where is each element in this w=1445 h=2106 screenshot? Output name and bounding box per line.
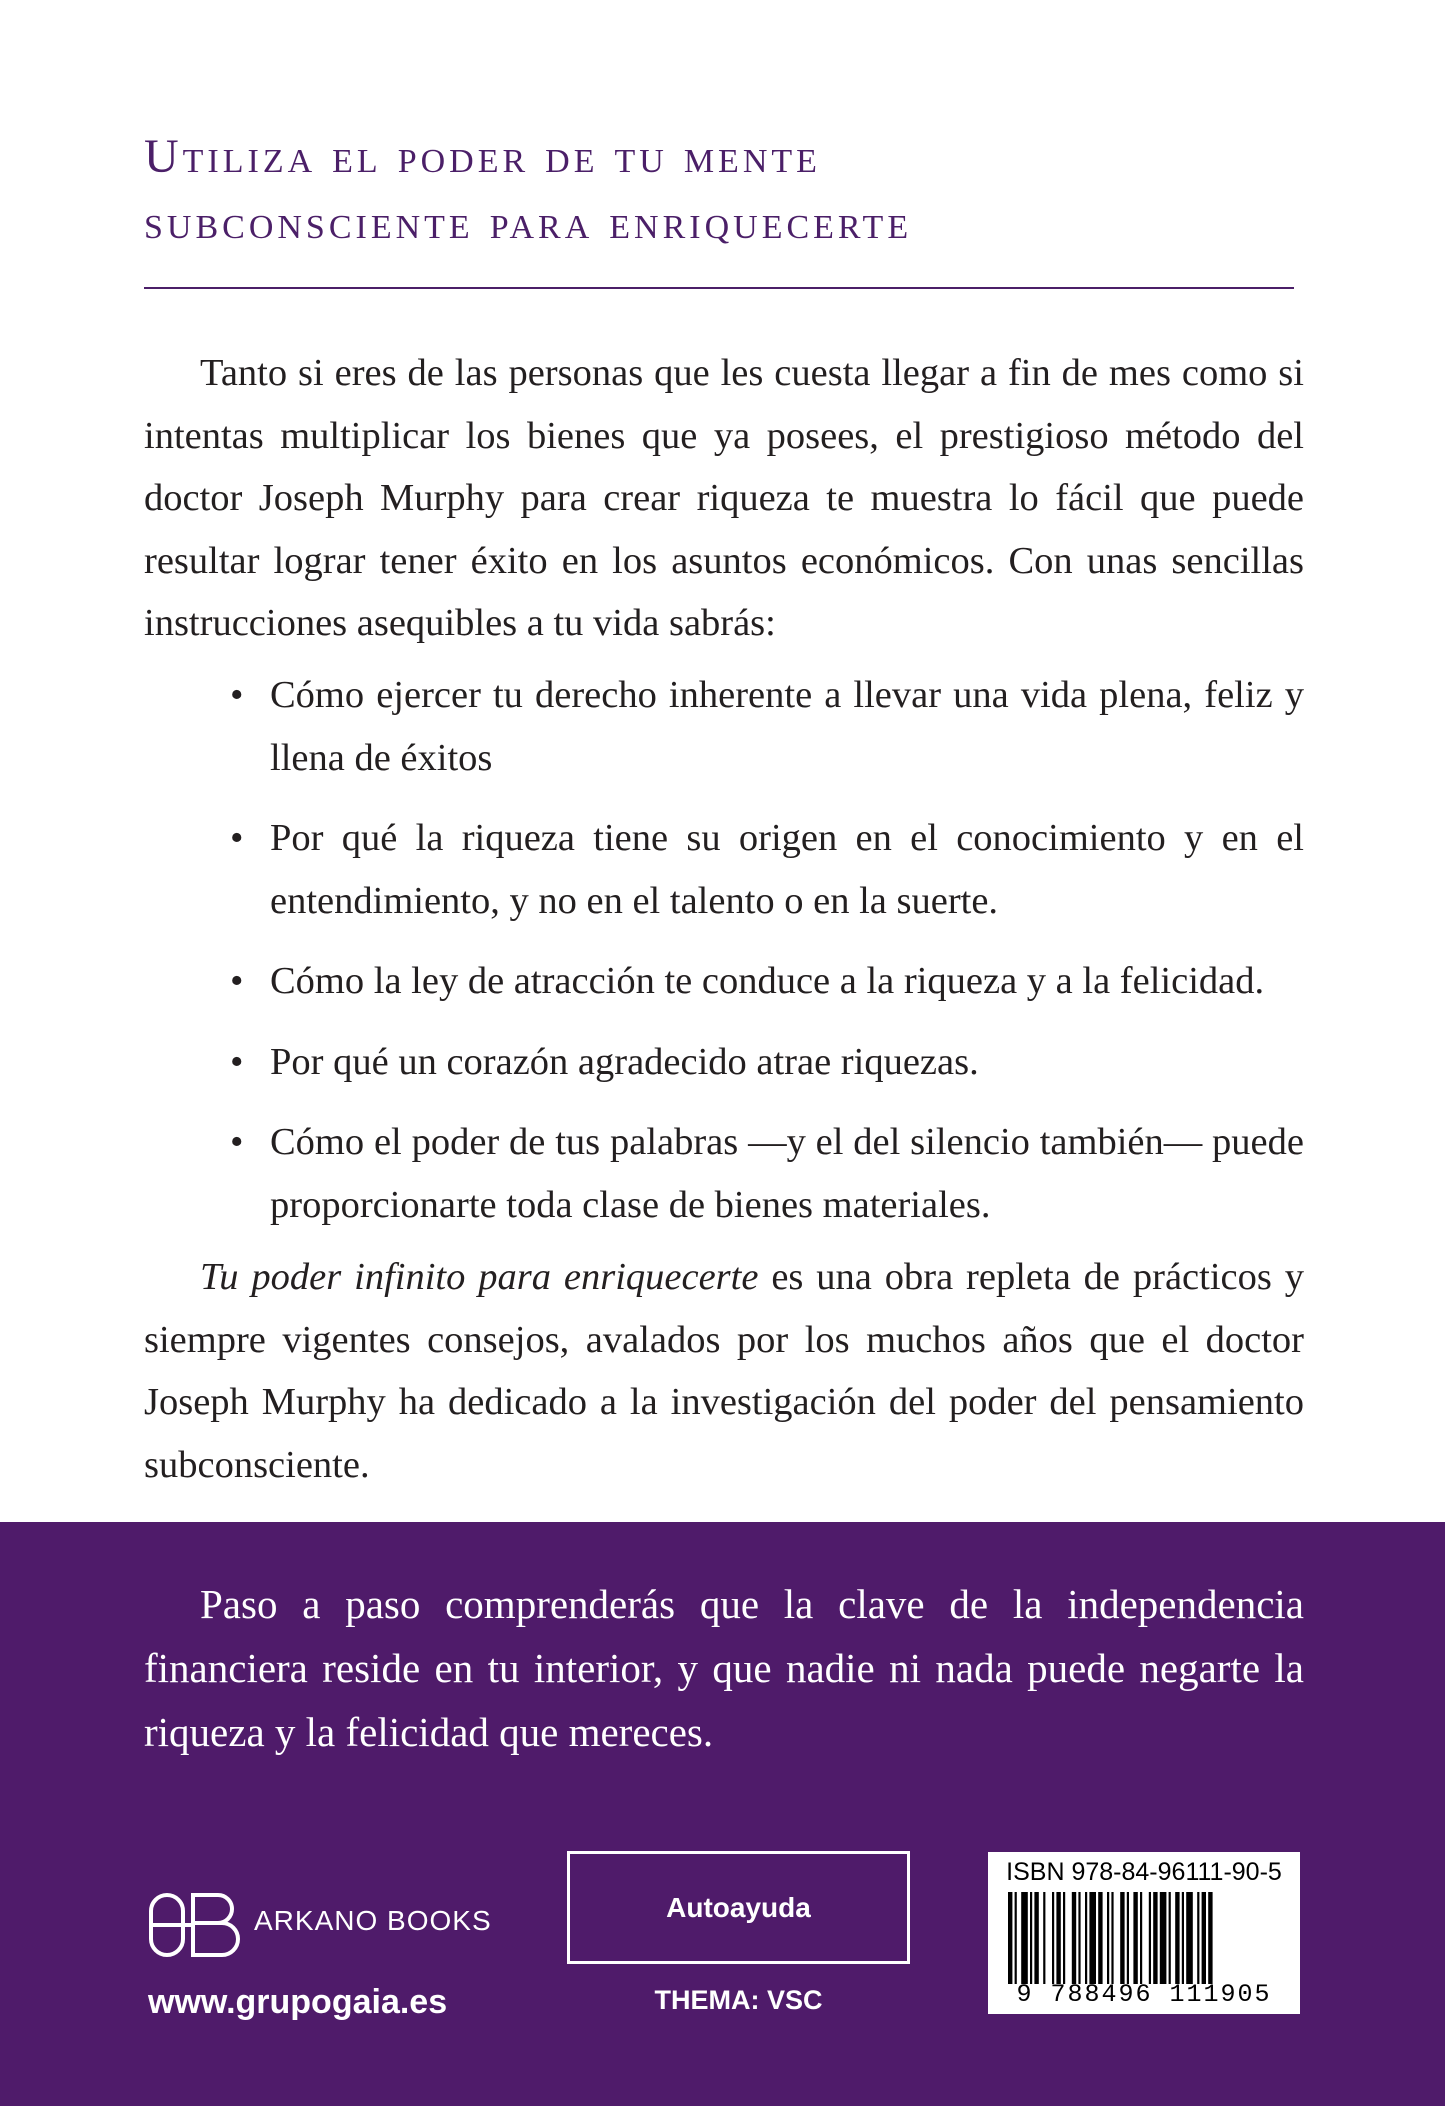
book-title: Tu poder infinito para enriquecerte bbox=[200, 1256, 759, 1298]
barcode-bar bbox=[1169, 1892, 1171, 1984]
list-item bbox=[230, 1031, 1304, 1094]
closing-text: es una obra repleta de prácticos y siempre vigentes consejos, avalados por los muchos años que el doctor Joseph Murphy ha dedicado a la investigación del poder del pensamiento subconsciente. bbox=[144, 1256, 1304, 1486]
barcode-bars-icon bbox=[1008, 1892, 1286, 1984]
barcode-bar bbox=[1043, 1892, 1045, 1984]
list-item-text: Por qué un corazón agradecido atrae riquezas. bbox=[270, 1040, 979, 1083]
barcode-bar bbox=[1008, 1892, 1012, 1984]
isbn-label: ISBN 978-84-96111-90-5 bbox=[1006, 1858, 1282, 1886]
cover-heading bbox=[144, 124, 1324, 256]
barcode-bar bbox=[1072, 1892, 1076, 1984]
barcode-bar bbox=[1098, 1892, 1102, 1984]
list-item bbox=[230, 1111, 1304, 1236]
barcode-bar bbox=[1127, 1892, 1129, 1984]
bullet-icon: • bbox=[230, 1121, 244, 1163]
barcode-bar bbox=[1056, 1892, 1060, 1984]
thema-code: THEMA: VSC bbox=[654, 1985, 823, 2015]
bullet-icon: • bbox=[230, 674, 244, 716]
barcode-bar bbox=[1149, 1892, 1151, 1984]
barcode-bar bbox=[1208, 1892, 1212, 1984]
barcode-bar bbox=[1052, 1892, 1054, 1984]
barcode-bar bbox=[1063, 1892, 1065, 1984]
barcode-bar bbox=[1182, 1892, 1184, 1984]
barcode-bar bbox=[1085, 1892, 1087, 1984]
barcode-bar bbox=[1089, 1892, 1096, 1984]
list-item-text: Cómo el poder de tus palabras —y el del silencio también— puede proporcionarte toda clase de bienes materiales. bbox=[270, 1121, 1304, 1226]
closing-paragraph bbox=[144, 1246, 1304, 1496]
list-item bbox=[230, 807, 1304, 932]
barcode-bar bbox=[1153, 1892, 1157, 1984]
barcode-bar bbox=[1111, 1892, 1113, 1984]
heading-line-2: subconsciente para enriquecerte bbox=[144, 196, 913, 249]
heading-divider bbox=[144, 287, 1294, 289]
barcode-bar bbox=[1133, 1892, 1137, 1984]
list-item bbox=[230, 950, 1304, 1013]
barcode-bar bbox=[1030, 1892, 1032, 1984]
bullet-icon: • bbox=[230, 817, 244, 859]
barcode-bar bbox=[1140, 1892, 1142, 1984]
barcode-bar bbox=[1120, 1892, 1124, 1984]
arkano-books-logo-icon bbox=[148, 1892, 248, 1958]
list-item-text: Por qué la riqueza tiene su origen en el conocimiento y en el entendimiento, y no en el talento o en la suerte. bbox=[270, 817, 1304, 922]
barcode-bar bbox=[1021, 1892, 1028, 1984]
bullet-icon: • bbox=[230, 960, 244, 1002]
barcode-bar bbox=[1078, 1892, 1080, 1984]
list-item bbox=[230, 664, 1304, 789]
barcode-bar bbox=[1034, 1892, 1038, 1984]
barcode-bar bbox=[1186, 1892, 1193, 1984]
barcode-bar bbox=[1202, 1892, 1206, 1984]
genre-box bbox=[567, 1851, 910, 1964]
barcode-bar bbox=[1107, 1892, 1109, 1984]
ean-number: 9 788496 111905 bbox=[1016, 1980, 1272, 2009]
barcode-bar bbox=[1015, 1892, 1017, 1984]
barcode bbox=[988, 1852, 1300, 2014]
benefits-list bbox=[230, 664, 1304, 1238]
genre-label: Autoayuda bbox=[666, 1891, 811, 1923]
barcode-bar bbox=[1197, 1892, 1199, 1984]
band-paragraph: Paso a paso comprenderás que la clave de la independencia financiera reside en tu interior, y que nadie ni nada puede negarte la riqueza y la felicidad que mereces. bbox=[144, 1581, 1304, 1755]
publisher-website: www.grupogaia.es bbox=[148, 1983, 448, 2021]
intro-paragraph: Tanto si eres de las personas que les cuesta llegar a fin de mes como si intentas multiplicar los bienes que ya posees, el prestigioso método del doctor Joseph Murphy para crear riqueza te muestra lo fácil que puede resultar lograr tener éxito en los asuntos económicos. Con unas sencillas instrucciones asequibles a tu vida sabrás: bbox=[144, 352, 1304, 644]
barcode-bar bbox=[1175, 1892, 1179, 1984]
purple-band bbox=[0, 1522, 1445, 2106]
list-item-text: Cómo la ley de atracción te conduce a la riqueza y a la felicidad. bbox=[270, 960, 1265, 1002]
heading-line-1: Utiliza el poder de tu mente bbox=[144, 130, 821, 183]
list-item-text: Cómo ejercer tu derecho inherente a llevar una vida plena, feliz y llena de éxitos bbox=[270, 674, 1304, 779]
barcode-bar bbox=[1160, 1892, 1167, 1984]
bullet-icon: • bbox=[230, 1040, 244, 1083]
publisher-name: ARKANO BOOKS bbox=[254, 1905, 492, 1936]
